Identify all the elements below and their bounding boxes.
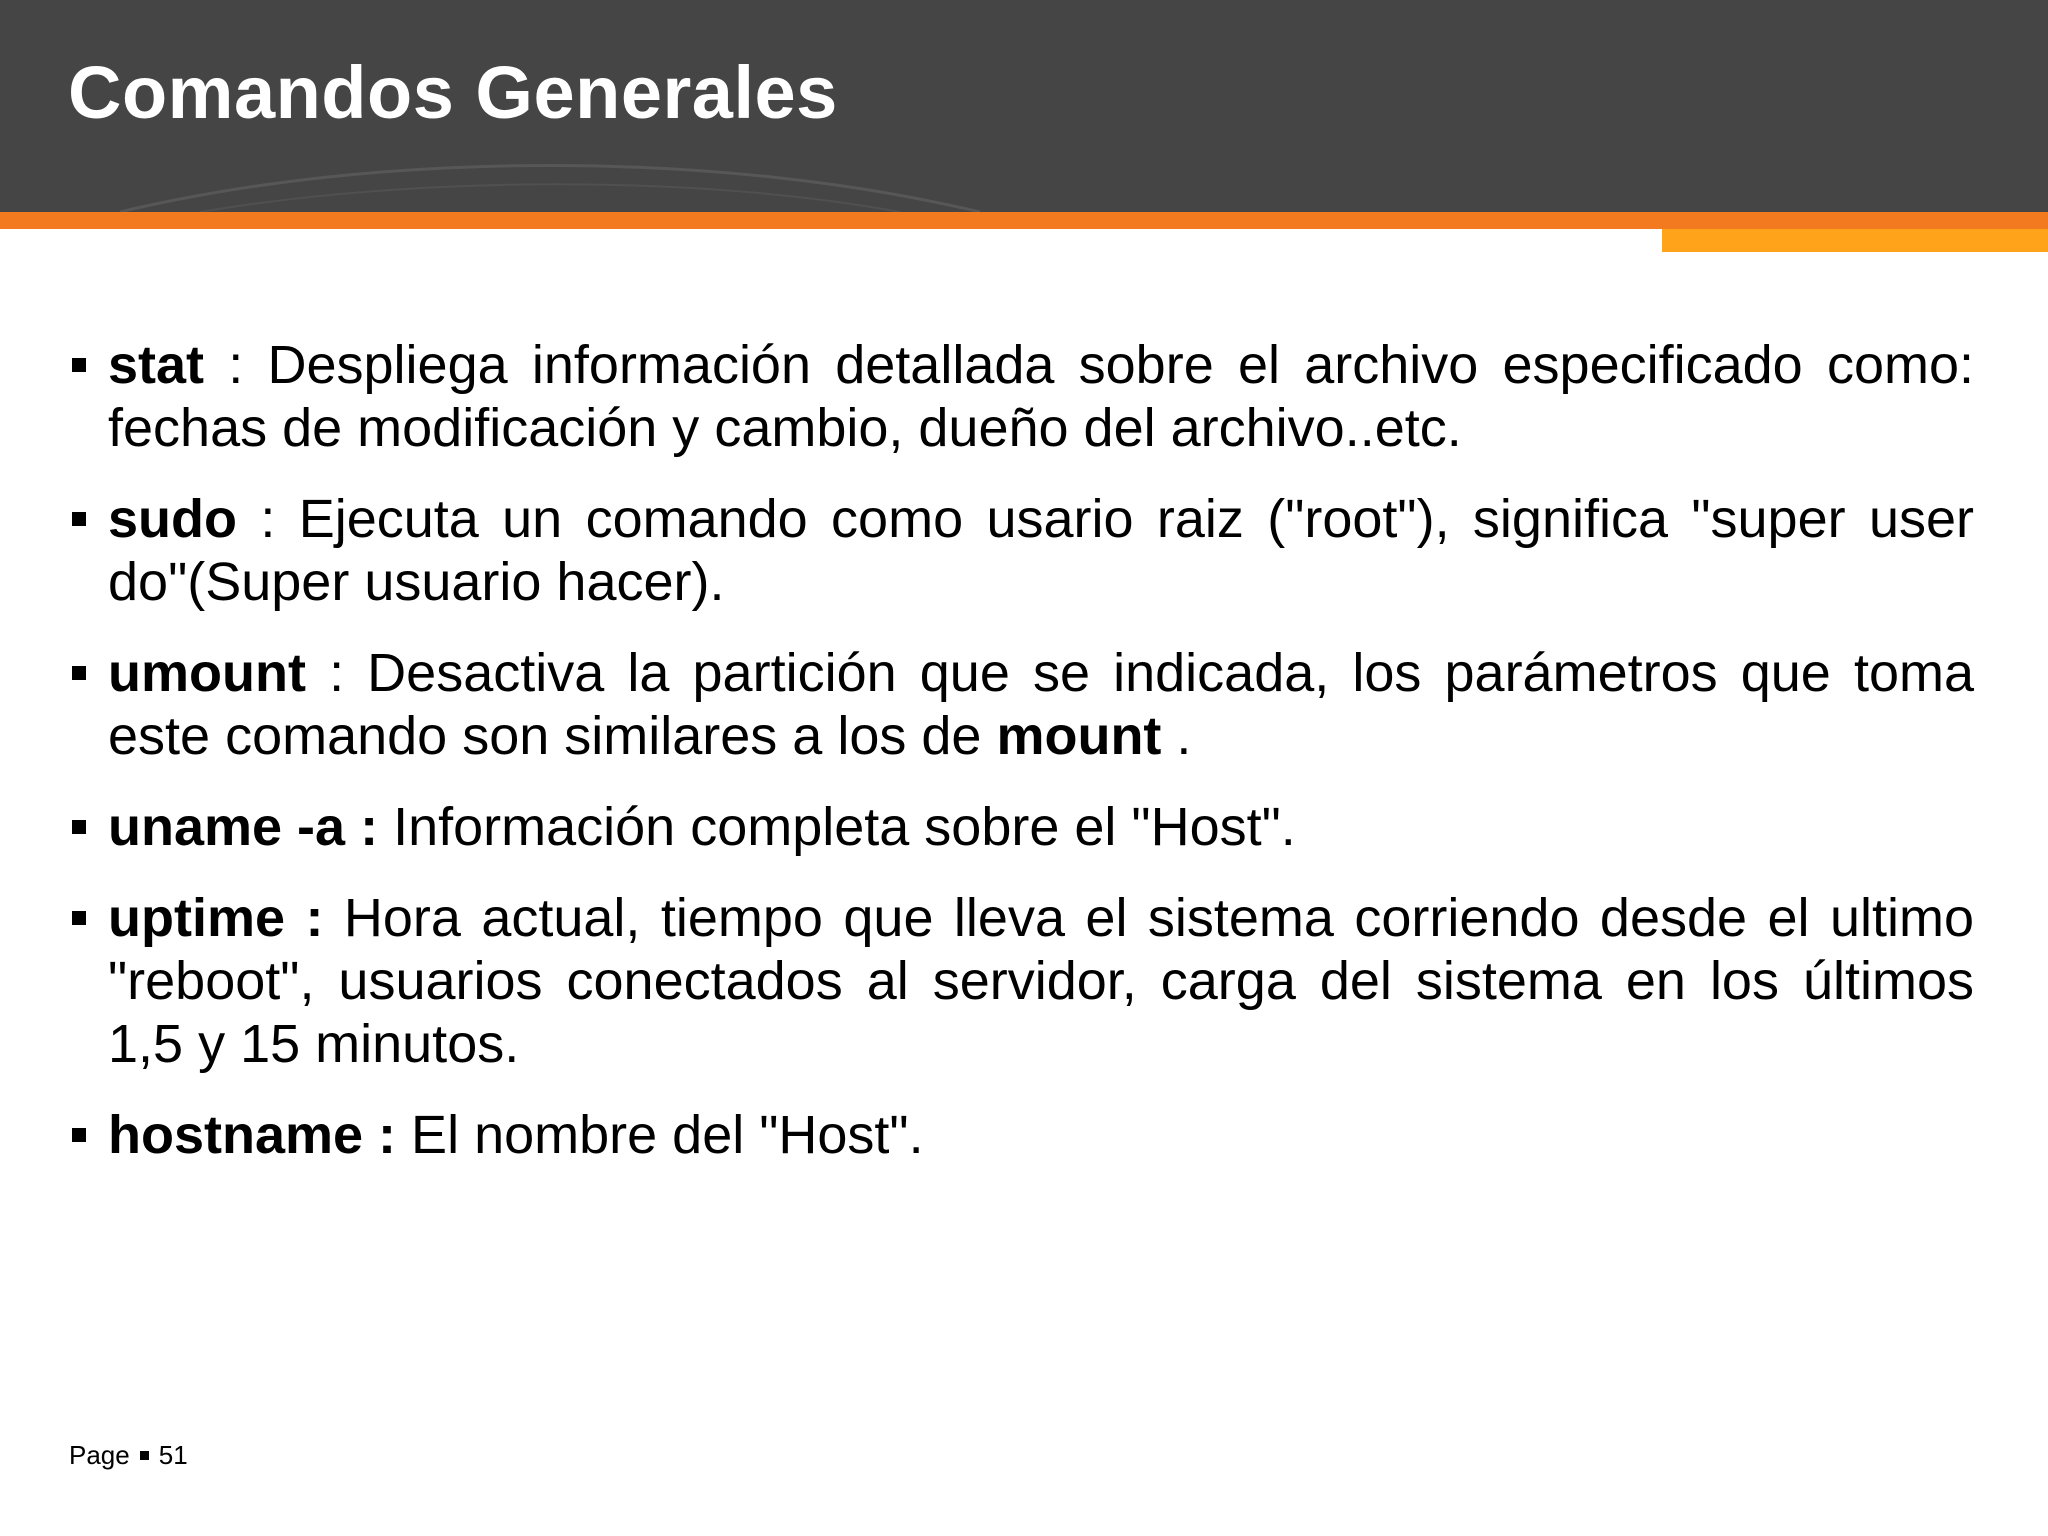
command-list — [68, 334, 1974, 1167]
command-description: : Ejecuta un comando como usario raiz ("root"), significa "super user do"(Super usuario hacer). — [108, 489, 1974, 612]
square-separator-icon — [140, 1451, 149, 1460]
command-description: Información completa sobre el "Host". — [378, 797, 1296, 857]
square-bullet-icon — [72, 820, 86, 834]
list-item — [68, 796, 1974, 859]
list-item — [68, 334, 1974, 460]
header-accent-tab — [1662, 229, 2048, 252]
command-name: umount — [108, 643, 306, 703]
command-description: El nombre del "Host". — [396, 1105, 924, 1165]
command-description: Hora actual, tiempo que lleva el sistema corriendo desde el ultimo "reboot", usuarios conectados al servidor, carga del sistema en los últimos 1,5 y 15 minutos. — [108, 888, 1974, 1074]
command-name: sudo — [108, 489, 237, 549]
square-bullet-icon — [72, 666, 86, 680]
square-bullet-icon — [72, 911, 86, 925]
header-accent-bar — [0, 212, 2048, 229]
related-command-name: mount — [996, 706, 1162, 766]
command-description: : Despliega información detallada sobre el archivo especificado como: fechas de modificación y cambio, dueño del archivo..etc. — [108, 335, 1974, 458]
command-name: uptime : — [108, 888, 324, 948]
page-number: 51 — [158, 1440, 188, 1470]
command-description-end: . — [1161, 706, 1192, 766]
list-item — [68, 887, 1974, 1076]
square-bullet-icon — [72, 512, 86, 526]
list-item — [68, 488, 1974, 614]
page-label: Page — [69, 1440, 130, 1470]
slide-header — [0, 0, 2048, 212]
square-bullet-icon — [72, 358, 86, 372]
square-bullet-icon — [72, 1128, 86, 1142]
slide-content — [68, 334, 1974, 1195]
list-item — [68, 1104, 1974, 1167]
command-name: uname -a : — [108, 797, 379, 857]
list-item — [68, 642, 1974, 768]
command-name: hostname : — [108, 1105, 397, 1165]
slide-footer — [69, 1440, 188, 1471]
slide-title: Comandos Generales — [68, 51, 838, 134]
command-description: : Desactiva la partición que se indicada, los parámetros que toma este comando son similares a los de — [108, 643, 1974, 766]
command-name: stat — [108, 335, 205, 395]
